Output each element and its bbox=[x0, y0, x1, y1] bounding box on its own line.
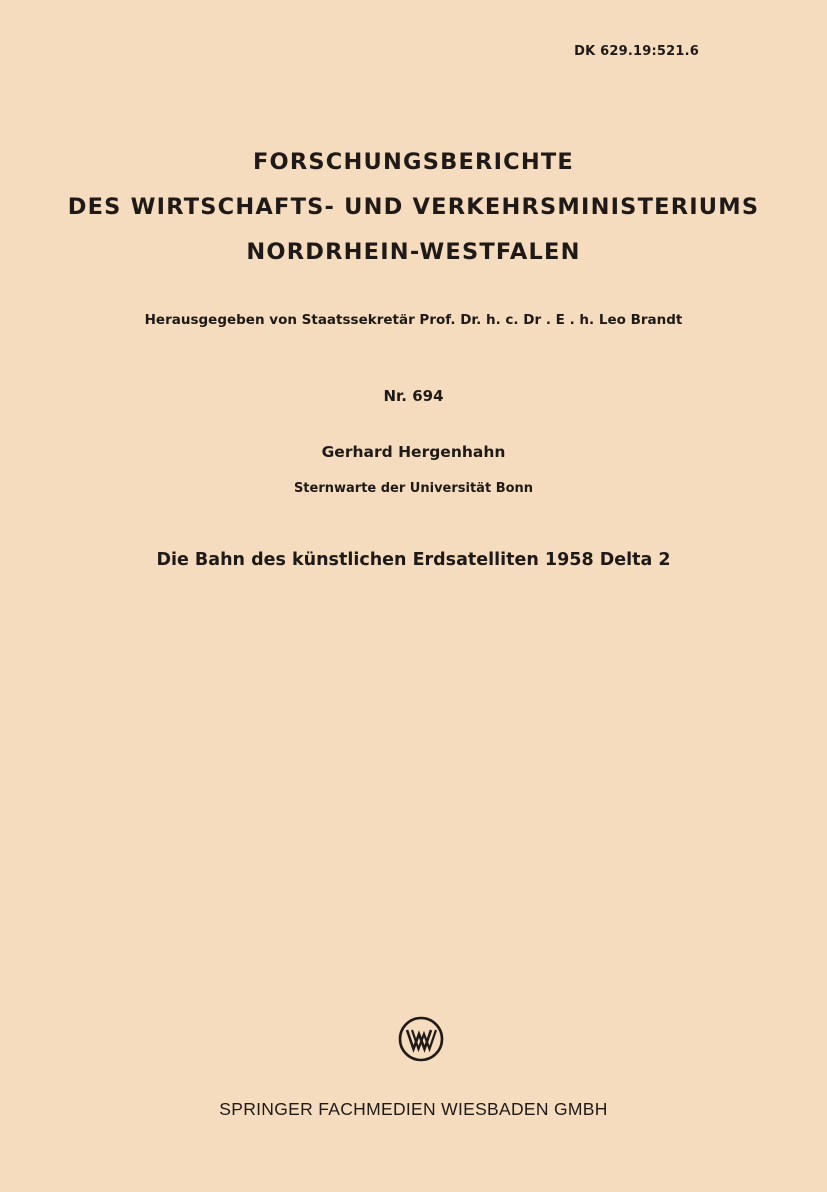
author-affiliation: Sternwarte der Universität Bonn bbox=[293, 481, 534, 496]
series-title bbox=[0, 140, 827, 275]
editor-line: Herausgegeben von Staatssekretär Prof. Dr. h. c. Dr . E . h. Leo Brandt bbox=[144, 312, 683, 328]
publisher-name: SPRINGER FACHMEDIEN WIESBADEN GMBH bbox=[219, 1099, 608, 1119]
issue-number: Nr. 694 bbox=[383, 387, 444, 405]
classification-code: DK 629.19:521.6 bbox=[574, 44, 699, 59]
work-title: Die Bahn des künstlichen Erdsatelliten 1958 Delta 2 bbox=[156, 550, 671, 570]
series-title-line-2: DES WIRTSCHAFTS- UND VERKEHRSMINISTERIUMS bbox=[67, 194, 760, 220]
author-name: Gerhard Hergenhahn bbox=[321, 443, 506, 461]
series-title-line-3: NORDRHEIN-WESTFALEN bbox=[246, 239, 581, 265]
series-title-line-1: FORSCHUNGSBERICHTE bbox=[252, 149, 575, 175]
publisher-logo-icon bbox=[398, 1016, 444, 1062]
